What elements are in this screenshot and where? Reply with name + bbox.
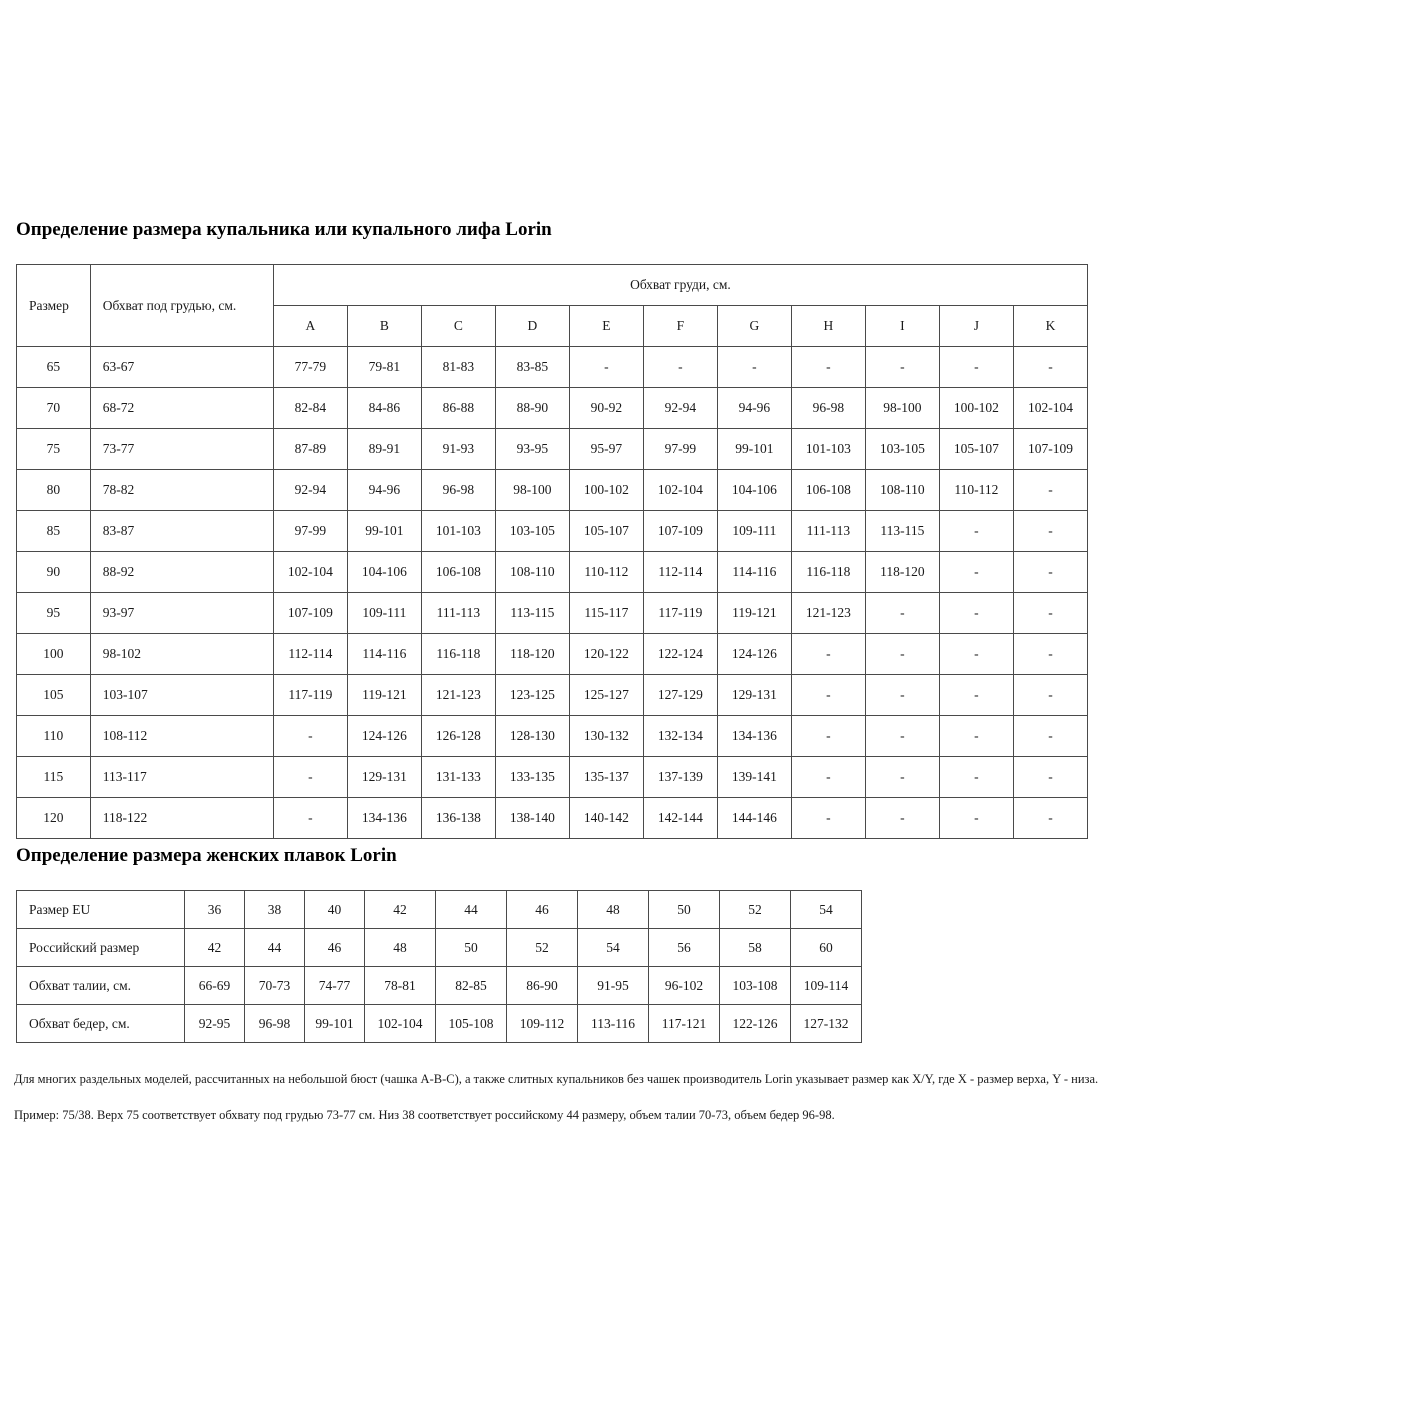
cell-cup-h: - xyxy=(791,634,865,675)
table-row xyxy=(17,470,1088,511)
cell-cup-k: - xyxy=(1013,347,1087,388)
cell-waist-6: 86-90 xyxy=(507,967,578,1005)
table-row xyxy=(17,757,1088,798)
cell-cup-j: - xyxy=(939,593,1013,634)
cell-cup-k: - xyxy=(1013,634,1087,675)
cell-cup-d: 88-90 xyxy=(495,388,569,429)
cell-underbust: 88-92 xyxy=(90,552,273,593)
cell-cup-k: - xyxy=(1013,511,1087,552)
cell-cup-j: 100-102 xyxy=(939,388,1013,429)
cell-size: 105 xyxy=(17,675,91,716)
cell-waist-3: 74-77 xyxy=(305,967,365,1005)
cell-cup-c: 136-138 xyxy=(421,798,495,839)
cell-waist-5: 82-85 xyxy=(436,967,507,1005)
cell-ru-8: 56 xyxy=(649,929,720,967)
cell-cup-h: - xyxy=(791,347,865,388)
cell-cup-g: 124-126 xyxy=(717,634,791,675)
cell-cup-i: 118-120 xyxy=(865,552,939,593)
cell-cup-d: 113-115 xyxy=(495,593,569,634)
cell-cup-k: - xyxy=(1013,798,1087,839)
table-row xyxy=(17,798,1088,839)
cell-size: 115 xyxy=(17,757,91,798)
bra-table-header-row-1 xyxy=(17,265,1088,306)
cell-cup-j: - xyxy=(939,757,1013,798)
cell-cup-i: - xyxy=(865,593,939,634)
cell-ru-7: 54 xyxy=(578,929,649,967)
cell-cup-c: 101-103 xyxy=(421,511,495,552)
cell-cup-f: 142-144 xyxy=(643,798,717,839)
cell-underbust: 68-72 xyxy=(90,388,273,429)
bra-size-table xyxy=(16,264,1088,839)
header-underbust: Обхват под грудью, см. xyxy=(90,265,273,347)
cell-cup-g: 144-146 xyxy=(717,798,791,839)
table-row xyxy=(17,1005,862,1043)
header-size: Размер xyxy=(17,265,91,347)
header-cup-k: K xyxy=(1013,306,1087,347)
cell-cup-h: - xyxy=(791,716,865,757)
cell-eu-9: 52 xyxy=(720,891,791,929)
cell-cup-e: 125-127 xyxy=(569,675,643,716)
cell-cup-h: - xyxy=(791,757,865,798)
cell-ru-5: 50 xyxy=(436,929,507,967)
cell-cup-d: 123-125 xyxy=(495,675,569,716)
cell-cup-b: 89-91 xyxy=(347,429,421,470)
cell-cup-b: 109-111 xyxy=(347,593,421,634)
cell-cup-j: - xyxy=(939,347,1013,388)
cell-waist-9: 103-108 xyxy=(720,967,791,1005)
cell-cup-j: - xyxy=(939,552,1013,593)
cell-cup-j: - xyxy=(939,798,1013,839)
cell-cup-k: - xyxy=(1013,593,1087,634)
cell-cup-i: - xyxy=(865,798,939,839)
cell-cup-b: 119-121 xyxy=(347,675,421,716)
cell-cup-h: 96-98 xyxy=(791,388,865,429)
cell-cup-i: - xyxy=(865,757,939,798)
bra-table-head xyxy=(17,265,1088,347)
cell-eu-3: 40 xyxy=(305,891,365,929)
table-row xyxy=(17,967,862,1005)
cell-eu-8: 50 xyxy=(649,891,720,929)
cell-cup-h: - xyxy=(791,675,865,716)
cell-cup-d: 138-140 xyxy=(495,798,569,839)
cell-cup-b: 114-116 xyxy=(347,634,421,675)
cell-cup-a: - xyxy=(273,798,347,839)
cell-cup-a: - xyxy=(273,757,347,798)
cell-cup-k: - xyxy=(1013,757,1087,798)
cell-cup-b: 94-96 xyxy=(347,470,421,511)
cell-hips-5: 105-108 xyxy=(436,1005,507,1043)
cell-cup-b: 124-126 xyxy=(347,716,421,757)
cell-cup-e: 140-142 xyxy=(569,798,643,839)
cell-cup-d: 128-130 xyxy=(495,716,569,757)
cell-cup-b: 99-101 xyxy=(347,511,421,552)
cell-cup-c: 121-123 xyxy=(421,675,495,716)
cell-cup-f: 132-134 xyxy=(643,716,717,757)
cell-underbust: 63-67 xyxy=(90,347,273,388)
cell-cup-c: 116-118 xyxy=(421,634,495,675)
header-cup-b: B xyxy=(347,306,421,347)
cell-cup-i: - xyxy=(865,675,939,716)
cell-ru-1: 42 xyxy=(185,929,245,967)
cell-cup-e: 100-102 xyxy=(569,470,643,511)
cell-cup-a: 82-84 xyxy=(273,388,347,429)
header-cup-f: F xyxy=(643,306,717,347)
cell-eu-4: 42 xyxy=(365,891,436,929)
header-bust-group: Обхват груди, см. xyxy=(273,265,1087,306)
table-row xyxy=(17,634,1088,675)
cell-cup-j: 110-112 xyxy=(939,470,1013,511)
cell-cup-h: 101-103 xyxy=(791,429,865,470)
cell-eu-6: 46 xyxy=(507,891,578,929)
cell-eu-7: 48 xyxy=(578,891,649,929)
cell-cup-i: 113-115 xyxy=(865,511,939,552)
cell-cup-c: 96-98 xyxy=(421,470,495,511)
cell-ru-9: 58 xyxy=(720,929,791,967)
note-sizing-explanation: Для многих раздельных моделей, рассчитанных на небольшой бюст (чашка A-B-C), а также слитных купальников без чашек производитель Lorin указывает размер как X/Y, где X - размер верха, Y - низа. xyxy=(14,1072,1099,1086)
cell-cup-g: 129-131 xyxy=(717,675,791,716)
cell-size: 65 xyxy=(17,347,91,388)
cell-cup-g: 109-111 xyxy=(717,511,791,552)
cell-size: 85 xyxy=(17,511,91,552)
cell-underbust: 73-77 xyxy=(90,429,273,470)
cell-cup-g: 134-136 xyxy=(717,716,791,757)
cell-size: 100 xyxy=(17,634,91,675)
cell-cup-a: - xyxy=(273,716,347,757)
cell-cup-c: 131-133 xyxy=(421,757,495,798)
cell-cup-j: 105-107 xyxy=(939,429,1013,470)
bra-table-body xyxy=(17,347,1088,839)
cell-hips-9: 122-126 xyxy=(720,1005,791,1043)
cell-waist-7: 91-95 xyxy=(578,967,649,1005)
cell-cup-e: 95-97 xyxy=(569,429,643,470)
cell-cup-f: 112-114 xyxy=(643,552,717,593)
cell-cup-f: 127-129 xyxy=(643,675,717,716)
cell-cup-g: 94-96 xyxy=(717,388,791,429)
cell-cup-g: - xyxy=(717,347,791,388)
header-cup-g: G xyxy=(717,306,791,347)
cell-cup-d: 98-100 xyxy=(495,470,569,511)
cell-underbust: 78-82 xyxy=(90,470,273,511)
cell-cup-c: 81-83 xyxy=(421,347,495,388)
table-row xyxy=(17,891,862,929)
table-row xyxy=(17,511,1088,552)
cell-cup-g: 114-116 xyxy=(717,552,791,593)
cell-cup-h: 111-113 xyxy=(791,511,865,552)
cell-cup-e: 90-92 xyxy=(569,388,643,429)
cell-cup-d: 93-95 xyxy=(495,429,569,470)
cell-cup-c: 106-108 xyxy=(421,552,495,593)
cell-cup-f: 117-119 xyxy=(643,593,717,634)
cell-cup-d: 83-85 xyxy=(495,347,569,388)
header-cup-h: H xyxy=(791,306,865,347)
cell-hips-10: 127-132 xyxy=(791,1005,862,1043)
cell-size: 110 xyxy=(17,716,91,757)
cell-cup-e: - xyxy=(569,347,643,388)
cell-cup-d: 108-110 xyxy=(495,552,569,593)
table-row xyxy=(17,388,1088,429)
cell-eu-10: 54 xyxy=(791,891,862,929)
cell-cup-a: 117-119 xyxy=(273,675,347,716)
cell-cup-f: 92-94 xyxy=(643,388,717,429)
cell-cup-b: 129-131 xyxy=(347,757,421,798)
cell-size: 70 xyxy=(17,388,91,429)
cell-hips-7: 113-116 xyxy=(578,1005,649,1043)
header-cup-e: E xyxy=(569,306,643,347)
cell-cup-i: - xyxy=(865,634,939,675)
cell-underbust: 113-117 xyxy=(90,757,273,798)
cell-cup-c: 91-93 xyxy=(421,429,495,470)
cell-cup-b: 104-106 xyxy=(347,552,421,593)
cell-cup-k: - xyxy=(1013,552,1087,593)
cell-cup-a: 77-79 xyxy=(273,347,347,388)
note-sizing-example: Пример: 75/38. Верх 75 соответствует обхвату под грудью 73-77 см. Низ 38 соответствует российскому 44 размеру, объем талии 70-73, объем бедер 96-98. xyxy=(14,1108,835,1122)
cell-size: 95 xyxy=(17,593,91,634)
cell-cup-a: 107-109 xyxy=(273,593,347,634)
cell-cup-k: - xyxy=(1013,470,1087,511)
panties-size-table xyxy=(16,890,862,1043)
cell-cup-a: 92-94 xyxy=(273,470,347,511)
cell-hips-4: 102-104 xyxy=(365,1005,436,1043)
cell-hips-8: 117-121 xyxy=(649,1005,720,1043)
cell-underbust: 98-102 xyxy=(90,634,273,675)
panties-table-body xyxy=(17,891,862,1043)
cell-cup-h: 106-108 xyxy=(791,470,865,511)
cell-cup-i: - xyxy=(865,347,939,388)
cell-cup-e: 135-137 xyxy=(569,757,643,798)
cell-cup-i: 108-110 xyxy=(865,470,939,511)
table-row xyxy=(17,675,1088,716)
table-row xyxy=(17,593,1088,634)
cell-cup-h: 116-118 xyxy=(791,552,865,593)
cell-cup-c: 126-128 xyxy=(421,716,495,757)
cell-cup-b: 84-86 xyxy=(347,388,421,429)
row-label-hips: Обхват бедер, см. xyxy=(17,1005,185,1043)
cell-size: 120 xyxy=(17,798,91,839)
cell-hips-6: 109-112 xyxy=(507,1005,578,1043)
row-label-ru-size: Российский размер xyxy=(17,929,185,967)
header-cup-a: A xyxy=(273,306,347,347)
cell-underbust: 93-97 xyxy=(90,593,273,634)
table-row xyxy=(17,929,862,967)
cell-hips-1: 92-95 xyxy=(185,1005,245,1043)
cell-ru-2: 44 xyxy=(245,929,305,967)
cell-eu-5: 44 xyxy=(436,891,507,929)
cell-underbust: 103-107 xyxy=(90,675,273,716)
cell-cup-c: 111-113 xyxy=(421,593,495,634)
cell-ru-10: 60 xyxy=(791,929,862,967)
cell-cup-i: - xyxy=(865,716,939,757)
table-row xyxy=(17,429,1088,470)
cell-cup-k: 102-104 xyxy=(1013,388,1087,429)
cell-cup-g: 99-101 xyxy=(717,429,791,470)
cell-cup-e: 130-132 xyxy=(569,716,643,757)
cell-waist-4: 78-81 xyxy=(365,967,436,1005)
table-row xyxy=(17,347,1088,388)
cell-cup-d: 133-135 xyxy=(495,757,569,798)
cell-hips-3: 99-101 xyxy=(305,1005,365,1043)
row-label-eu-size: Размер EU xyxy=(17,891,185,929)
cell-hips-2: 96-98 xyxy=(245,1005,305,1043)
cell-cup-f: 122-124 xyxy=(643,634,717,675)
panties-size-heading: Определение размера женских плавок Lorin xyxy=(16,845,397,866)
cell-cup-h: 121-123 xyxy=(791,593,865,634)
row-label-waist: Обхват талии, см. xyxy=(17,967,185,1005)
cell-cup-a: 97-99 xyxy=(273,511,347,552)
cell-cup-b: 79-81 xyxy=(347,347,421,388)
cell-cup-e: 115-117 xyxy=(569,593,643,634)
cell-cup-a: 102-104 xyxy=(273,552,347,593)
cell-cup-g: 139-141 xyxy=(717,757,791,798)
cell-waist-1: 66-69 xyxy=(185,967,245,1005)
table-row xyxy=(17,552,1088,593)
cell-cup-e: 120-122 xyxy=(569,634,643,675)
cell-cup-g: 119-121 xyxy=(717,593,791,634)
cell-cup-f: 137-139 xyxy=(643,757,717,798)
header-cup-c: C xyxy=(421,306,495,347)
cell-cup-f: 102-104 xyxy=(643,470,717,511)
cell-cup-d: 103-105 xyxy=(495,511,569,552)
cell-underbust: 83-87 xyxy=(90,511,273,552)
cell-size: 90 xyxy=(17,552,91,593)
cell-cup-f: 107-109 xyxy=(643,511,717,552)
cell-cup-b: 134-136 xyxy=(347,798,421,839)
cell-cup-i: 98-100 xyxy=(865,388,939,429)
cell-cup-e: 110-112 xyxy=(569,552,643,593)
cell-cup-d: 118-120 xyxy=(495,634,569,675)
header-cup-i: I xyxy=(865,306,939,347)
cell-underbust: 108-112 xyxy=(90,716,273,757)
cell-cup-e: 105-107 xyxy=(569,511,643,552)
cell-cup-j: - xyxy=(939,716,1013,757)
cell-cup-k: - xyxy=(1013,716,1087,757)
cell-size: 75 xyxy=(17,429,91,470)
cell-size: 80 xyxy=(17,470,91,511)
cell-cup-i: 103-105 xyxy=(865,429,939,470)
header-cup-d: D xyxy=(495,306,569,347)
cell-eu-1: 36 xyxy=(185,891,245,929)
cell-ru-4: 48 xyxy=(365,929,436,967)
cell-waist-2: 70-73 xyxy=(245,967,305,1005)
cell-cup-f: 97-99 xyxy=(643,429,717,470)
cell-cup-k: - xyxy=(1013,675,1087,716)
table-row xyxy=(17,716,1088,757)
header-cup-j: J xyxy=(939,306,1013,347)
cell-ru-6: 52 xyxy=(507,929,578,967)
cell-waist-8: 96-102 xyxy=(649,967,720,1005)
cell-cup-h: - xyxy=(791,798,865,839)
bra-size-heading: Определение размера купальника или купального лифа Lorin xyxy=(16,219,552,240)
cell-cup-f: - xyxy=(643,347,717,388)
cell-cup-j: - xyxy=(939,675,1013,716)
cell-cup-g: 104-106 xyxy=(717,470,791,511)
cell-cup-j: - xyxy=(939,511,1013,552)
cell-cup-j: - xyxy=(939,634,1013,675)
cell-underbust: 118-122 xyxy=(90,798,273,839)
cell-waist-10: 109-114 xyxy=(791,967,862,1005)
cell-cup-c: 86-88 xyxy=(421,388,495,429)
cell-eu-2: 38 xyxy=(245,891,305,929)
cell-cup-a: 112-114 xyxy=(273,634,347,675)
cell-ru-3: 46 xyxy=(305,929,365,967)
cell-cup-a: 87-89 xyxy=(273,429,347,470)
cell-cup-k: 107-109 xyxy=(1013,429,1087,470)
